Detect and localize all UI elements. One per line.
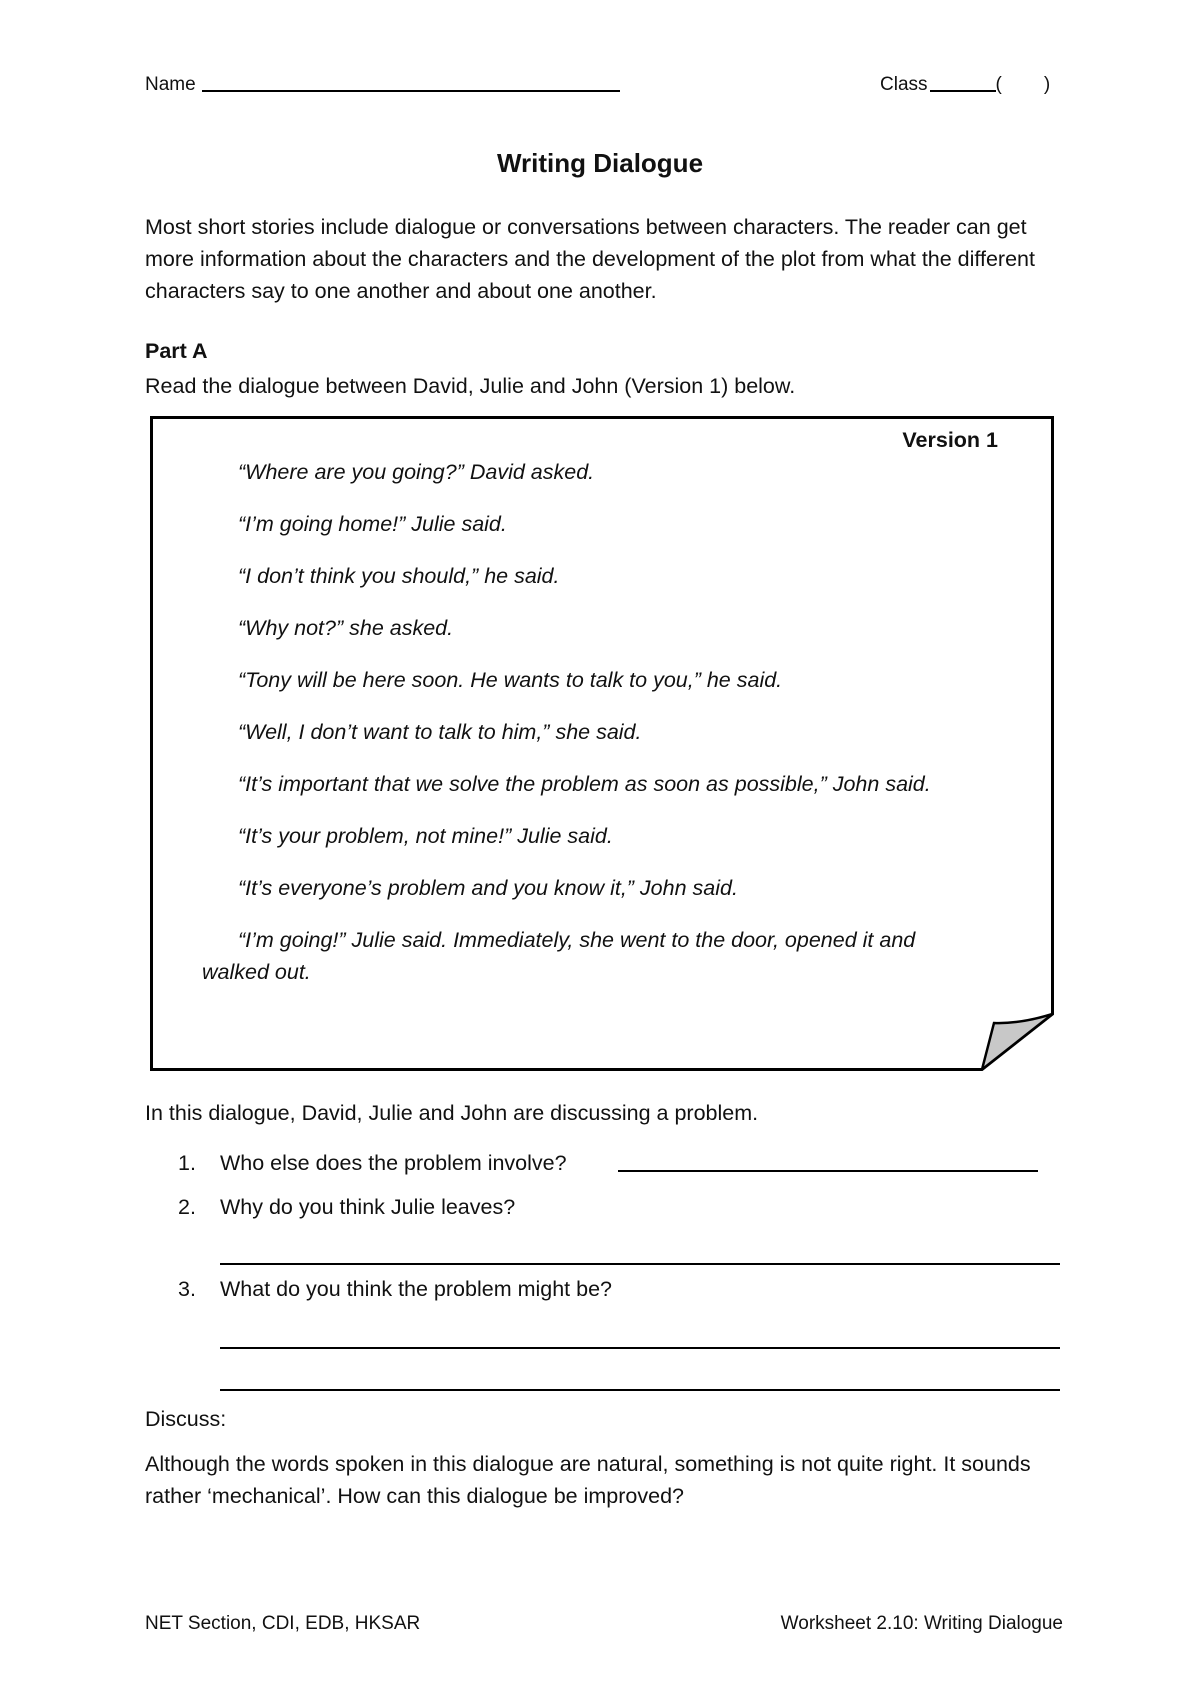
dialogue-box <box>150 416 1054 1071</box>
name-field <box>145 72 620 97</box>
answer-line-3b[interactable] <box>220 1389 1060 1391</box>
class-field <box>880 72 1050 97</box>
class-label: Class <box>880 74 928 95</box>
dialogue-line: “It’s everyone’s problem and you know it,” John said. <box>238 876 738 900</box>
part-a-instruction: Read the dialogue between David, Julie and John (Version 1) below. <box>145 374 796 398</box>
intro-paragraph: Most short stories include dialogue or conversations between characters. The reader can get more information about the characters and the development of the plot from what the different characters say to one another and about one another. <box>145 215 1035 303</box>
after-dialogue-text: In this dialogue, David, Julie and John are discussing a problem. <box>145 1101 759 1125</box>
dialogue-line: “Where are you going?” David asked. <box>238 460 595 484</box>
part-a-heading: Part A <box>145 339 208 363</box>
page-title: Writing Dialogue <box>496 148 704 178</box>
answer-line-2[interactable] <box>220 1263 1060 1265</box>
version-label: Version 1 <box>902 428 998 452</box>
name-blank-line[interactable] <box>202 72 620 92</box>
dialogue-line: “I don’t think you should,” he said. <box>238 564 560 588</box>
dialogue-line: “I’m going home!” Julie said. <box>238 512 507 536</box>
answer-line-3a[interactable] <box>220 1347 1060 1349</box>
name-label: Name <box>145 74 196 95</box>
question-text: Who else does the problem involve? <box>220 1151 567 1175</box>
dialogue-line: “It’s your problem, not mine!” Julie said. <box>238 824 613 848</box>
discuss-label: Discuss: <box>145 1407 227 1431</box>
class-blank-line[interactable] <box>930 72 996 92</box>
question-number: 1. <box>178 1151 196 1175</box>
answer-line-1[interactable] <box>618 1170 1038 1172</box>
dialogue-line: “Why not?” she asked. <box>238 616 454 640</box>
dialogue-line: “I’m going!” Julie said. Immediately, she went to the door, opened it and walked out. <box>202 928 916 984</box>
dialogue-line: “Well, I don’t want to talk to him,” she said. <box>238 720 642 744</box>
question-text: Why do you think Julie leaves? <box>220 1195 516 1219</box>
class-number-open-paren: ( <box>995 74 1002 95</box>
dialogue-line: “Tony will be here soon. He wants to talk to you,” he said. <box>238 668 783 692</box>
dialogue-line: “It’s important that we solve the problem as soon as possible,” John said. <box>238 772 931 796</box>
footer-right: Worksheet 2.10: Writing Dialogue <box>780 1613 1063 1634</box>
dialogue-lines <box>202 456 972 1008</box>
discuss-text: Although the words spoken in this dialogue are natural, something is not quite right. It sounds rather ‘mechanical’. How can this dialogue be improved? <box>145 1452 1031 1508</box>
footer-left: NET Section, CDI, EDB, HKSAR <box>145 1613 421 1634</box>
class-number-close-paren: ) <box>1043 74 1051 95</box>
question-number: 3. <box>178 1277 196 1301</box>
question-text: What do you think the problem might be? <box>220 1277 612 1301</box>
question-number: 2. <box>178 1195 196 1219</box>
